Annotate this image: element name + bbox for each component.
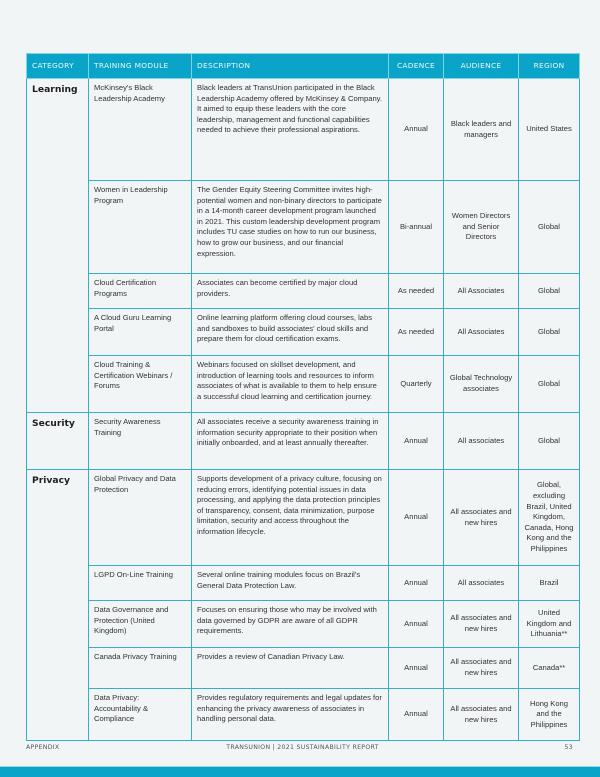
region: Global	[519, 181, 580, 274]
table-header-row	[27, 54, 580, 79]
region: Global	[519, 356, 580, 413]
header-description: DESCRIPTION	[192, 54, 389, 79]
region: Global, excluding Brazil, United Kingdom, Canada, Hong Kong and the Philippines	[519, 470, 580, 566]
audience: All Associates	[444, 274, 519, 309]
description: Provides a review of Canadian Privacy Law.	[192, 648, 389, 689]
region: Brazil	[519, 566, 580, 601]
region: United Kingdom and Lithuania**	[519, 601, 580, 648]
table-row	[27, 566, 580, 601]
audience: Global Technology associates	[444, 356, 519, 413]
cadence: Annual	[389, 648, 444, 689]
header-training-module: TRAINING MODULE	[89, 54, 192, 79]
training-module: LGPD On-Line Training	[89, 566, 192, 601]
cadence: Bi-annual	[389, 181, 444, 274]
audience: All Associates	[444, 309, 519, 356]
description: Associates can become certified by major cloud providers.	[192, 274, 389, 309]
training-module: Data Governance and Protection (United Kingdom)	[89, 601, 192, 648]
training-module: A Cloud Guru Learning Portal	[89, 309, 192, 356]
audience: Black leaders and managers	[444, 79, 519, 181]
cadence: As needed	[389, 309, 444, 356]
audience: All associates and new hires	[444, 689, 519, 741]
training-module: McKinsey's Black Leadership Academy	[89, 79, 192, 181]
category-security: Security	[27, 413, 89, 470]
training-module: Canada Privacy Training	[89, 648, 192, 689]
table-row	[27, 601, 580, 648]
description: Several online training modules focus on Brazil's General Data Protection Law.	[192, 566, 389, 601]
training-module: Security Awareness Training	[89, 413, 192, 470]
table-row	[27, 689, 580, 741]
cadence: Annual	[389, 689, 444, 741]
footer-report-title: TRANSUNION | 2021 SUSTAINABILITY REPORT	[226, 744, 379, 751]
training-module: Global Privacy and Data Protection	[89, 470, 192, 566]
category-learning: Learning	[27, 79, 89, 413]
table-row	[27, 181, 580, 274]
cadence: Annual	[389, 566, 444, 601]
table-row	[27, 274, 580, 309]
bottom-accent-bar	[0, 766, 600, 777]
header-audience: AUDIENCE	[444, 54, 519, 79]
description: Focuses on ensuring those who may be involved with data governed by GDPR are aware of all GDPR requirements.	[192, 601, 389, 648]
cadence: Annual	[389, 413, 444, 470]
table-row	[27, 309, 580, 356]
training-table	[26, 53, 580, 741]
training-module: Cloud Training & Certification Webinars / Forums	[89, 356, 192, 413]
table-row	[27, 413, 580, 470]
audience: Women Directors and Senior Directors	[444, 181, 519, 274]
region: Hong Kong and the Philippines	[519, 689, 580, 741]
description: Online learning platform offering cloud courses, labs and sandboxes to build associates' cloud skills and prepare them for cloud certification exams.	[192, 309, 389, 356]
training-module: Cloud Certification Programs	[89, 274, 192, 309]
footer-section-label: APPENDIX	[26, 744, 60, 751]
cadence: Annual	[389, 470, 444, 566]
region: Canada**	[519, 648, 580, 689]
audience: All associates	[444, 413, 519, 470]
cadence: As needed	[389, 274, 444, 309]
table-row	[27, 470, 580, 566]
training-module: Data Privacy: Accountability & Compliance	[89, 689, 192, 741]
table-row	[27, 356, 580, 413]
description: All associates receive a security awareness training in information security appropriate to their position when initially onboarded, and at least annually thereafter.	[192, 413, 389, 470]
region: Global	[519, 274, 580, 309]
region: Global	[519, 413, 580, 470]
description: Provides regulatory requirements and legal updates for enhancing the privacy awareness of associates in handling personal data.	[192, 689, 389, 741]
header-category: CATEGORY	[27, 54, 89, 79]
training-module: Women in Leadership Program	[89, 181, 192, 274]
page-number: 53	[564, 744, 573, 751]
audience: All associates and new hires	[444, 648, 519, 689]
category-privacy: Privacy	[27, 470, 89, 741]
cadence: Annual	[389, 601, 444, 648]
region: United States	[519, 79, 580, 181]
description: The Gender Equity Steering Committee invites high-potential women and non-binary directors to participate in a 14-month career development program launched in 2021. This custom leadership development program includes TU case studies on how to run our business, how to grow our business, and our financial expression.	[192, 181, 389, 274]
table-row	[27, 79, 580, 181]
description: Webinars focused on skillset development, and introduction of learning tools and resources to inform associates of what is available to them to help ensure a successful cloud learning and certification journey.	[192, 356, 389, 413]
cadence: Annual	[389, 79, 444, 181]
description: Black leaders at TransUnion participated in the Black Leadership Academy offered by McKinsey & Company. It aimed to equip these leaders with the core leadership, management and functional capabilities needed to achieve their professional aspirations.	[192, 79, 389, 181]
region: Global	[519, 309, 580, 356]
table-row	[27, 648, 580, 689]
header-region: REGION	[519, 54, 580, 79]
cadence: Quarterly	[389, 356, 444, 413]
audience: All associates and new hires	[444, 601, 519, 648]
audience: All associates	[444, 566, 519, 601]
header-cadence: CADENCE	[389, 54, 444, 79]
description: Supports development of a privacy culture, focusing on reducing errors, identifying potential issues in data processing, and applying the data protection principles of transparency, consent, data minimization, purpose limitation, security and access throughout the information lifecycle.	[192, 470, 389, 566]
audience: All associates and new hires	[444, 470, 519, 566]
